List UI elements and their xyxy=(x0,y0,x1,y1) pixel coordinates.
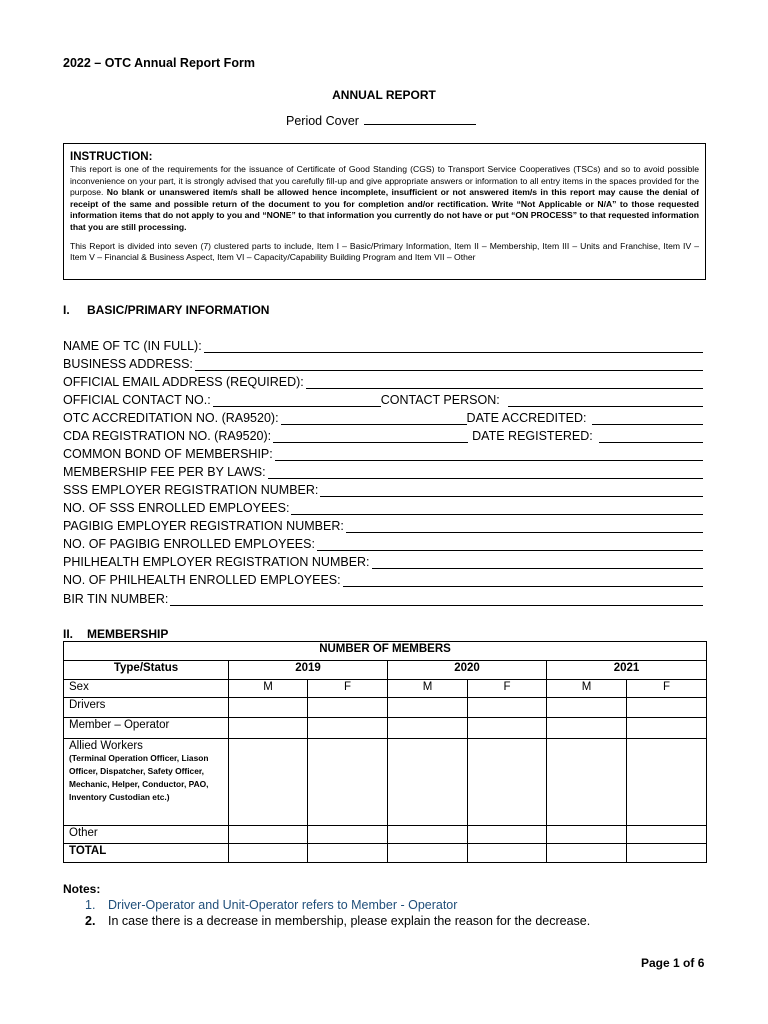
field-line-contact-no[interactable] xyxy=(213,396,381,407)
female-2021: F xyxy=(627,680,707,698)
table-cell[interactable] xyxy=(308,718,388,739)
field-label: MEMBERSHIP FEE PER BY LAWS: xyxy=(63,465,266,479)
table-cell[interactable] xyxy=(468,698,547,718)
table-cell[interactable] xyxy=(627,718,707,739)
table-cell[interactable] xyxy=(468,844,547,863)
instruction-bold-text: No blank or unanswered item/s shall be allowed hence incomplete, insufficient or not answered item/s in this report may cause the denial of receipt of the same and possible return of the document to you for completion and/or rectification. Write “Not Applicable or N/A” to those requested information items that do not apply to you and “NONE” to that information you currently do not have or put “ON PROCESS” to that requested information that you are still processing. xyxy=(70,187,699,232)
field-label: PAGIBIG EMPLOYER REGISTRATION NUMBER: xyxy=(63,519,344,533)
table-cell[interactable] xyxy=(388,718,468,739)
female-2020: F xyxy=(468,680,547,698)
table-sex-row xyxy=(64,680,707,698)
table-cell[interactable] xyxy=(229,739,308,826)
field-label: OFFICIAL EMAIL ADDRESS (REQUIRED): xyxy=(63,375,304,389)
row-label-drivers: Drivers xyxy=(64,698,229,718)
field-label: NO. OF SSS ENROLLED EMPLOYEES: xyxy=(63,501,290,515)
male-2020: M xyxy=(388,680,468,698)
male-2021: M xyxy=(547,680,627,698)
field-label: DATE ACCREDITED: xyxy=(466,411,587,425)
field-line[interactable] xyxy=(343,576,703,587)
instruction-heading: INSTRUCTION: xyxy=(70,151,153,163)
field-otc-accreditation-row xyxy=(63,407,703,425)
row-label-total: TOTAL xyxy=(64,844,229,863)
field-line[interactable] xyxy=(204,342,703,353)
table-row-total xyxy=(64,844,707,863)
period-cover-label: Period Cover xyxy=(286,114,359,128)
table-header-row xyxy=(64,642,707,661)
table-cell[interactable] xyxy=(627,844,707,863)
table-cell[interactable] xyxy=(468,826,547,844)
field-label: OFFICIAL CONTACT NO.: xyxy=(63,393,211,407)
field-label: BUSINESS ADDRESS: xyxy=(63,357,193,371)
section-2-heading xyxy=(63,627,168,641)
table-cell[interactable] xyxy=(308,698,388,718)
table-cell[interactable] xyxy=(468,739,547,826)
note-number: 2. xyxy=(85,914,96,928)
section-2-title: MEMBERSHIP xyxy=(87,627,169,641)
table-row-allied-workers xyxy=(64,739,707,826)
field-membership-fee xyxy=(63,461,703,479)
field-line-cda-no[interactable] xyxy=(273,432,468,443)
form-title: 2022 – OTC Annual Report Form xyxy=(63,56,255,70)
field-line[interactable] xyxy=(306,378,703,389)
table-cell[interactable] xyxy=(229,718,308,739)
male-2019: M xyxy=(229,680,308,698)
female-2019: F xyxy=(308,680,388,698)
field-line[interactable] xyxy=(275,450,703,461)
year-2021-header: 2021 xyxy=(547,661,707,680)
table-cell[interactable] xyxy=(308,739,388,826)
instruction-paragraph-1 xyxy=(70,164,699,234)
field-label: BIR TIN NUMBER: xyxy=(63,592,169,606)
field-label: NO. OF PAGIBIG ENROLLED EMPLOYEES: xyxy=(63,537,315,551)
section-1-number: I. xyxy=(63,303,70,317)
page-current: 1 xyxy=(673,956,680,970)
report-title: ANNUAL REPORT xyxy=(332,88,436,102)
table-cell[interactable] xyxy=(547,739,627,826)
field-line[interactable] xyxy=(170,595,703,606)
table-cell[interactable] xyxy=(627,698,707,718)
field-line[interactable] xyxy=(291,504,703,515)
field-pagibig-enrolled xyxy=(63,533,703,551)
field-label: DATE REGISTERED: xyxy=(472,429,593,443)
field-philhealth-employer xyxy=(63,551,703,569)
field-label: COMMON BOND OF MEMBERSHIP: xyxy=(63,447,273,461)
field-line[interactable] xyxy=(346,522,703,533)
field-line[interactable] xyxy=(317,540,703,551)
row-label-allied-workers xyxy=(64,739,229,826)
field-label: PHILHEALTH EMPLOYER REGISTRATION NUMBER: xyxy=(63,555,370,569)
year-2020-header: 2020 xyxy=(388,661,547,680)
number-of-members-header: NUMBER OF MEMBERS xyxy=(64,642,707,661)
table-cell[interactable] xyxy=(229,844,308,863)
section-2-number: II. xyxy=(63,627,74,641)
field-pagibig-employer xyxy=(63,515,703,533)
table-cell[interactable] xyxy=(308,826,388,844)
note-item-1 xyxy=(85,898,457,912)
type-status-header: Type/Status xyxy=(64,661,229,680)
field-cda-registration-row xyxy=(63,425,703,443)
table-cell[interactable] xyxy=(388,844,468,863)
field-sss-enrolled xyxy=(63,497,703,515)
field-email xyxy=(63,371,703,389)
page-prefix: Page xyxy=(641,956,674,970)
field-label: SSS EMPLOYER REGISTRATION NUMBER: xyxy=(63,483,319,497)
table-cell[interactable] xyxy=(388,826,468,844)
field-contact-row xyxy=(63,389,703,407)
note-number: 1. xyxy=(85,898,96,912)
section-1-heading xyxy=(63,303,269,317)
year-2019-header: 2019 xyxy=(229,661,388,680)
table-cell[interactable] xyxy=(229,826,308,844)
row-label-other: Other xyxy=(64,826,229,844)
table-cell[interactable] xyxy=(547,718,627,739)
field-label: NO. OF PHILHEALTH ENROLLED EMPLOYEES: xyxy=(63,573,341,587)
page-of: of xyxy=(679,956,698,970)
field-sss-employer xyxy=(63,479,703,497)
field-line-date-registered[interactable] xyxy=(599,432,703,443)
instruction-normal-text: This report is one of the requirements for the issuance of Certificate of Good Standing (CGS) to Transport Service Cooperatives (TSCs) and so to avoid possible inconvenience on your part, it is strongly advised that you carefully fill-up and give appropriate answers or information to all entry items in the spaces provided for the purpose. xyxy=(70,164,699,198)
table-cell[interactable] xyxy=(547,844,627,863)
table-cell[interactable] xyxy=(308,844,388,863)
note-item-2 xyxy=(85,914,590,928)
field-line[interactable] xyxy=(320,486,703,497)
field-label: CONTACT PERSON: xyxy=(380,393,500,407)
table-row-member-operator xyxy=(64,718,707,739)
table-year-row xyxy=(64,661,707,680)
field-common-bond xyxy=(63,443,703,461)
table-row-other xyxy=(64,826,707,844)
table-cell[interactable] xyxy=(547,698,627,718)
field-line-contact-person[interactable] xyxy=(508,396,703,407)
allied-workers-label: Allied Workers xyxy=(69,740,143,752)
field-line-otc-no[interactable] xyxy=(281,414,467,425)
field-philhealth-enrolled xyxy=(63,569,703,587)
table-cell[interactable] xyxy=(627,826,707,844)
field-line-date-accredited[interactable] xyxy=(592,414,703,425)
row-label-member-operator: Member – Operator xyxy=(64,718,229,739)
instruction-paragraph-2: This Report is divided into seven (7) clustered parts to include, Item I – Basic/Primary Information, Item II – Membership, Item III – Units and Franchise, Item IV – Item V – Financial & Business Aspect, Item VI – Capacity/Capability Building Program and Item VII – Other xyxy=(70,240,699,263)
period-cover-field[interactable] xyxy=(364,112,476,125)
page-total: 6 xyxy=(697,956,705,970)
table-cell[interactable] xyxy=(468,718,547,739)
table-cell[interactable] xyxy=(229,698,308,718)
sex-label: Sex xyxy=(64,680,229,698)
table-cell[interactable] xyxy=(547,826,627,844)
table-row-drivers xyxy=(64,698,707,718)
field-line[interactable] xyxy=(195,360,703,371)
field-label: CDA REGISTRATION NO. (RA9520): xyxy=(63,429,272,443)
page-number xyxy=(641,956,704,970)
period-cover xyxy=(286,112,476,128)
table-cell[interactable] xyxy=(388,698,468,718)
field-label: NAME OF TC (IN FULL): xyxy=(63,339,202,353)
table-cell[interactable] xyxy=(627,739,707,826)
field-label: OTC ACCREDITATION NO. (RA9520): xyxy=(63,411,279,425)
note-text: In case there is a decrease in membership, please explain the reason for the decrease. xyxy=(108,914,591,928)
field-name-of-tc xyxy=(63,335,703,353)
field-business-address xyxy=(63,353,703,371)
section-1-title: BASIC/PRIMARY INFORMATION xyxy=(87,303,270,317)
membership-table xyxy=(63,641,707,863)
allied-workers-note: (Terminal Operation Officer, Liason Officer, Dispatcher, Safety Officer, Mechanic, Helper, Conductor, PAO, Inventory Custodian etc.) xyxy=(69,753,209,802)
table-cell[interactable] xyxy=(388,739,468,826)
note-text: Driver-Operator and Unit-Operator refers to Member - Operator xyxy=(108,898,458,912)
field-line[interactable] xyxy=(268,468,703,479)
instruction-box xyxy=(63,143,706,280)
field-line[interactable] xyxy=(372,558,703,569)
field-bir-tin xyxy=(63,588,703,606)
notes-title: Notes: xyxy=(63,882,101,896)
